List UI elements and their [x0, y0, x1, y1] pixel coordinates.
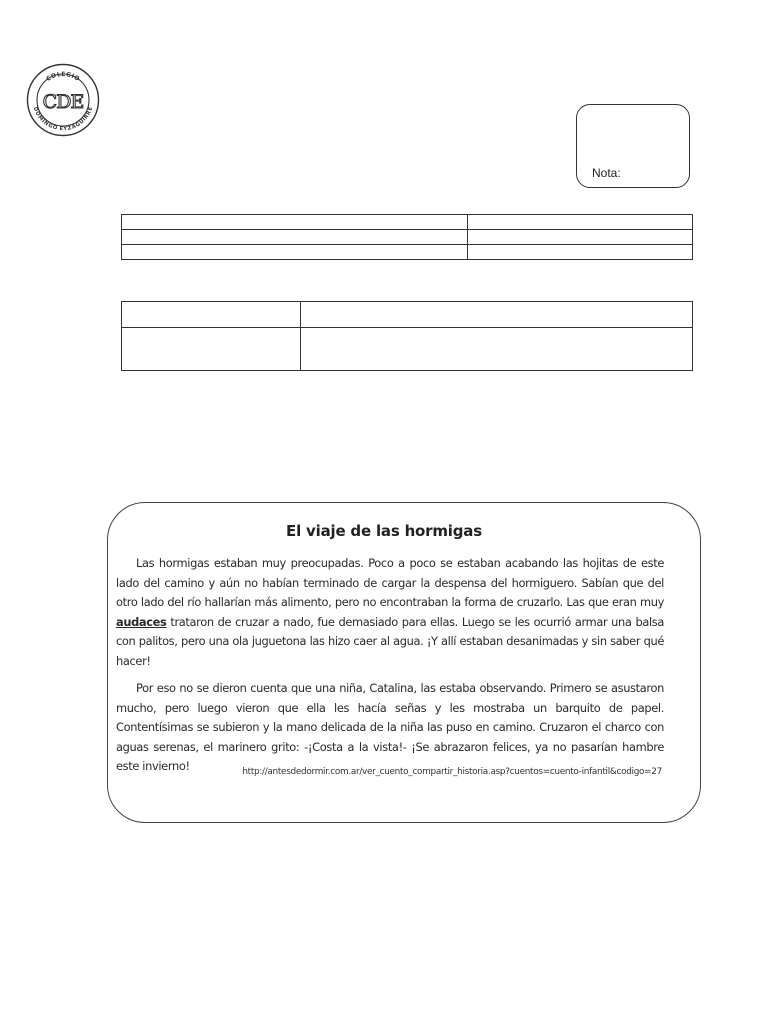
info-cell[interactable] — [468, 230, 693, 245]
meta-cell[interactable] — [301, 302, 693, 328]
logo-monogram: CDE — [42, 91, 84, 113]
meta-cell[interactable] — [122, 302, 301, 328]
grade-box[interactable] — [576, 104, 690, 188]
logo-bottom-text: DOMINGO EYZAGUIRRE — [31, 106, 95, 133]
meta-cell[interactable] — [122, 328, 301, 371]
logo-top-text: COLEGIO — [45, 70, 81, 83]
info-cell[interactable] — [468, 215, 693, 230]
info-cell[interactable] — [122, 230, 468, 245]
info-cell[interactable] — [122, 245, 468, 260]
assessment-meta-table — [121, 301, 693, 371]
school-logo — [26, 63, 100, 137]
vocabulary-word: audaces — [116, 614, 167, 629]
story-title: El viaje de las hormigas — [286, 522, 482, 540]
paragraph-text: trataron de cruzar a nado, fue demasiado para ellas. Luego se les ocurrió armar una balsa con palitos, pero una ola juguetona las hizo caer al agua. ¡Y allí estaban desanimadas y sin saber qué hacer! — [116, 614, 664, 668]
meta-cell[interactable] — [301, 328, 693, 371]
story-paragraph-2: Por eso no se dieron cuenta que una niña, Catalina, las estaba observando. Primero se asustaron mucho, pero luego vieron que ella les hacía señas y les mostraba un barquito de papel. Contentísimas se subieron y la mano delicada de la niña las puso en camino. Cruzaron el charco con aguas serenas, el marinero grito: -¡Costa a la vista!- ¡Se abrazaron felices, ya no pasarían hambre este invierno! — [116, 681, 664, 773]
table-row — [122, 328, 693, 371]
story-paragraph-1 — [116, 554, 664, 671]
student-info-table — [121, 214, 693, 260]
svg-text:COLEGIO — [45, 71, 81, 83]
info-cell[interactable] — [122, 215, 468, 230]
table-row — [122, 215, 693, 230]
story-body — [116, 554, 664, 777]
table-row — [122, 302, 693, 328]
grade-label: Nota: — [592, 166, 621, 180]
paragraph-text: Las hormigas estaban muy preocupadas. Poco a poco se estaban acabando las hojitas de este lado del camino y aún no habían terminado de cargar la despensa del hormiguero. Sabían que del otro lado del río hallarían más alimento, pero no encontraban la forma de cruzarlo. Las que eran muy — [116, 556, 664, 609]
table-row — [122, 230, 693, 245]
info-cell[interactable] — [468, 245, 693, 260]
table-row — [122, 245, 693, 260]
story-source-url: http://antesdedormir.com.ar/ver_cuento_compartir_historia.asp?cuentos=cuento-infantil&codigo=27 — [242, 767, 662, 777]
